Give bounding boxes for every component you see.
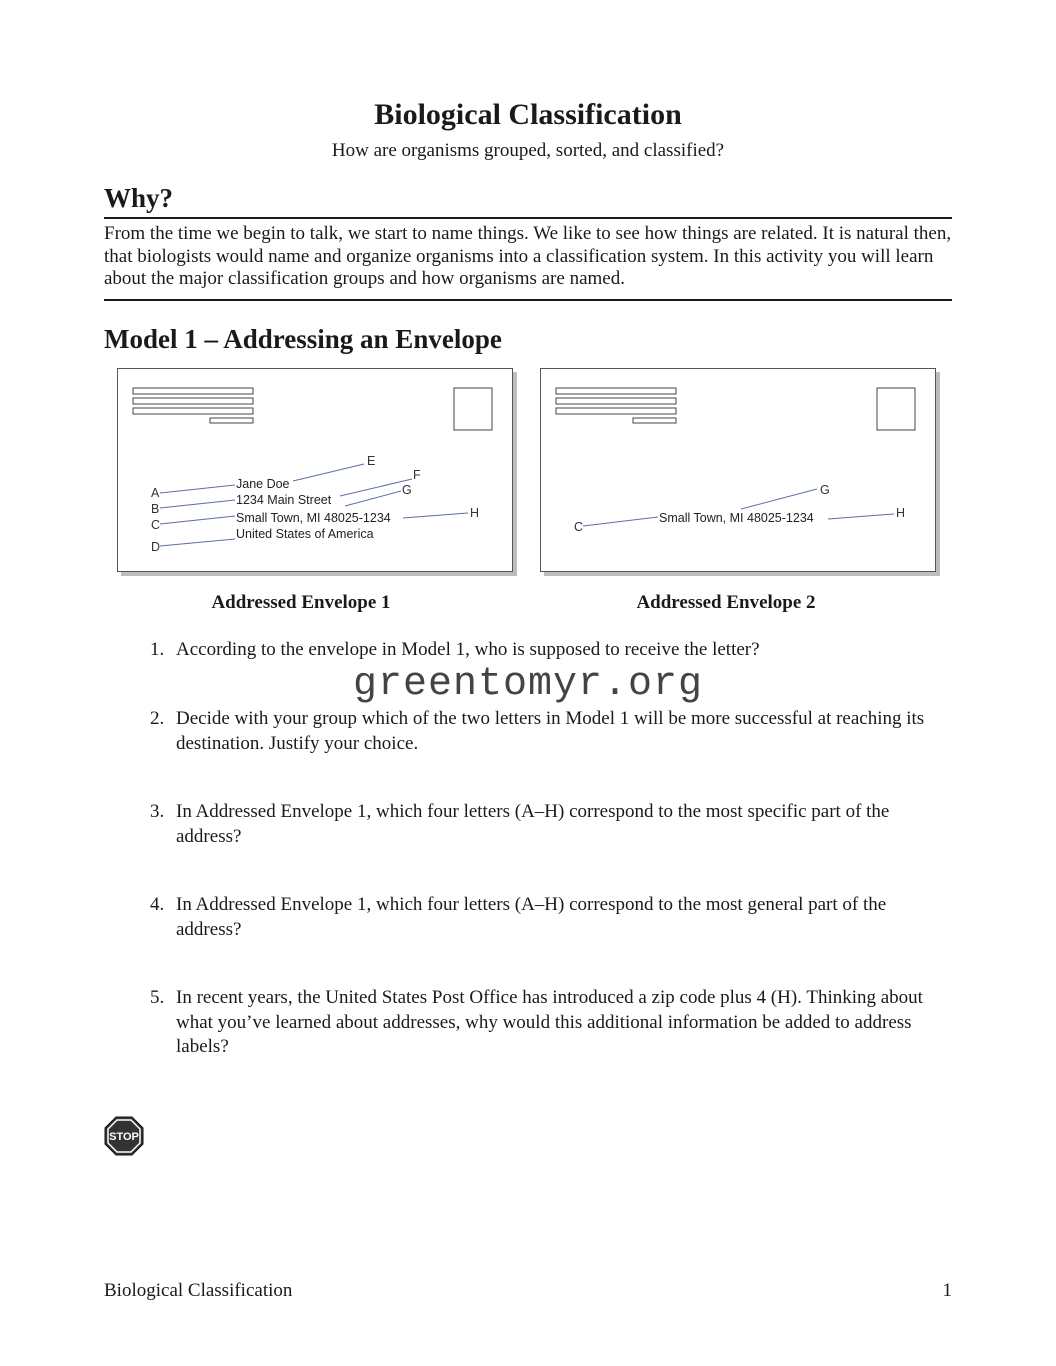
question-text: In Addressed Envelope 1, which four letters (A–H) correspond to the most general part of the address?: [176, 894, 887, 940]
address-city: Small Town, MI 48025-1234: [236, 511, 391, 525]
why-paragraph: From the time we begin to talk, we start to name things. We like to see how things are related. It is natural then, that biologists would name and organize organisms into a classification system. In this activity you will learn about the major classification groups and how organisms are named.: [104, 223, 952, 289]
leader-line: [160, 516, 235, 524]
label-h: H: [470, 506, 480, 520]
envelope-2: [540, 368, 936, 572]
return-address-line: [556, 408, 676, 414]
watermark: greentomyr.org: [352, 662, 704, 707]
stamp-box: [877, 388, 915, 430]
label-a: A: [151, 486, 160, 500]
leader-line: [828, 514, 894, 519]
question-text: Decide with your group which of the two letters in Model 1 will be more successful at reaching its destination. Justify your choice.: [176, 708, 925, 754]
question-number: 4.: [150, 894, 165, 915]
question-text: In Addressed Envelope 1, which four letters (A–H) correspond to the most specific part of the address?: [176, 801, 890, 847]
label-h: H: [896, 506, 906, 520]
leader-line: [160, 539, 235, 546]
address-street: 1234 Main Street: [236, 493, 332, 507]
question-number: 5.: [150, 987, 165, 1008]
leader-line: [160, 500, 235, 508]
label-f: F: [413, 468, 421, 482]
page-subtitle: How are organisms grouped, sorted, and classified?: [331, 140, 725, 161]
return-address-line: [210, 418, 253, 423]
return-address-line: [633, 418, 676, 423]
label-c: C: [574, 520, 584, 534]
envelope-2-caption: Addressed Envelope 2: [636, 592, 816, 613]
question-number: 1.: [150, 639, 165, 660]
address-country: United States of America: [236, 527, 374, 541]
stop-sign-icon: [104, 1116, 144, 1161]
question-text: According to the envelope in Model 1, who is supposed to receive the letter?: [176, 639, 760, 660]
return-address-line: [133, 388, 253, 394]
label-e: E: [367, 454, 376, 468]
label-g: G: [820, 483, 830, 497]
return-address-line: [133, 408, 253, 414]
model-heading: Model 1 – Addressing an Envelope: [104, 324, 502, 354]
stop-label: STOP: [109, 1131, 139, 1143]
divider: [104, 299, 952, 301]
label-g: G: [402, 483, 412, 497]
label-d: D: [151, 540, 161, 554]
return-address-line: [556, 398, 676, 404]
divider: [104, 217, 952, 219]
page-title: Biological Classification: [374, 98, 682, 131]
label-b: B: [151, 502, 160, 516]
envelope-1: [117, 368, 513, 572]
return-address-line: [556, 388, 676, 394]
return-address-line: [133, 398, 253, 404]
leader-line: [583, 517, 658, 526]
label-c: C: [151, 518, 161, 532]
page-number: 1: [942, 1280, 952, 1301]
why-heading: Why?: [104, 183, 174, 213]
envelope-1-caption: Addressed Envelope 1: [211, 592, 391, 613]
stamp-box: [454, 388, 492, 430]
leader-line: [160, 485, 235, 493]
question-number: 3.: [150, 801, 165, 822]
leader-line: [293, 464, 364, 481]
address-city: Small Town, MI 48025-1234: [659, 511, 814, 525]
question-number: 2.: [150, 708, 165, 729]
address-name: Jane Doe: [236, 477, 290, 491]
leader-line: [741, 489, 817, 509]
question-text: In recent years, the United States Post Office has introduced a zip code plus 4 (H). Thinking about what you’ve learned about addresses, why would this additional information be added to address labels?: [176, 987, 923, 1057]
footer-title: Biological Classification: [104, 1280, 293, 1301]
leader-line: [403, 513, 468, 518]
